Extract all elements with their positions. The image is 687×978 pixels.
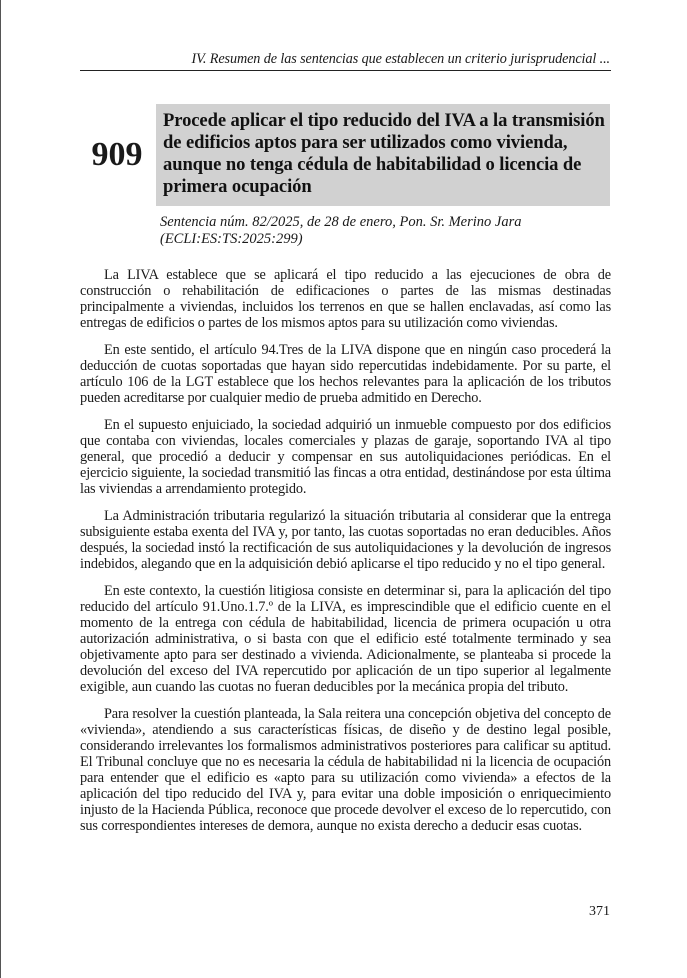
- case-number: 909: [81, 104, 153, 206]
- page-number: 371: [589, 904, 610, 919]
- page-edge: [0, 0, 1, 978]
- case-heading-block: [81, 104, 610, 206]
- citation-sentence: Sentencia núm. 82/2025, de 28 de enero, Pon. Sr. Merino Jara: [160, 214, 522, 230]
- paragraph: La LIVA establece que se aplicará el tipo reducido a las ejecuciones de obra de construcción o rehabilitación de edificaciones o partes de las mismas destinadas principalmente a viviendas, incluidos los terrenos en que se hallen enclavadas, así como las entregas de edificios o partes de los mismos aptos para su utilización como viviendas.: [80, 267, 611, 331]
- body-text: [80, 268, 611, 846]
- paragraph: Para resolver la cuestión planteada, la Sala reitera una concepción objetiva del concepto de «vivienda», atendiendo a sus características físicas, de diseño y de destino legal posible, considerando irrelevantes los formalismos administrativos posteriores para calificar su aptitud. El Tribunal concluye que no es necesaria la cédula de habitabilidad ni la licencia de ocupación para entender que el edificio es «apto para su utilización como vivienda» a efectos de la aplicación del tipo reducido del IVA y, para evitar una doble imposición o enriquecimiento injusto de la Hacienda Pública, reconoce que procede devolver el exceso de lo repercutido, con sus correspondientes intereses de demora, aunque no exista derecho a deducir esas cuotas.: [80, 706, 611, 834]
- paragraph: En este sentido, el artículo 94.Tres de la LIVA dispone que en ningún caso procederá la deducción de cuotas soportadas que hayan sido repercutidas indebidamente. Por su parte, el artículo 106 de la LGT establece que los hechos relevantes para la aplicación de los tributos pueden acreditarse por cualquier medio de prueba admitido en Derecho.: [80, 342, 611, 406]
- case-citation: [160, 214, 610, 247]
- paragraph: En este contexto, la cuestión litigiosa consiste en determinar si, para la aplicación del tipo reducido del artículo 91.Uno.1.7.º de la LIVA, es imprescindible que el edificio cuente en el momento de la entrega con cédula de habitabilidad, licencia de primera ocupación u otra autorización administrativa, o si basta con que el edificio esté totalmente terminado y sea objetivamente apto para ser destinado a vivienda. Adicionalmente, se planteaba si procede la devolución del exceso del IVA repercutido por aplicación de un tipo superior al legalmente exigible, aun cuando las cuotas no fueran deducibles por la mecánica propia del tributo.: [80, 583, 611, 695]
- paragraph: En el supuesto enjuiciado, la sociedad adquirió un inmueble compuesto por dos edificios que contaba con viviendas, locales comerciales y plazas de garaje, soportando IVA al tipo general, que procedió a deducir y compensar en sus autoliquidaciones periódicas. En el ejercicio siguiente, la sociedad transmitió las fincas a otra entidad, destinándose por esta última las viviendas a arrendamiento protegido.: [80, 417, 611, 497]
- case-title: Procede aplicar el tipo reducido del IVA a la transmisión de edificios aptos para ser utilizados como vivienda, aunque no tenga cédula de habitabilidad o licencia de primera ocupación: [163, 110, 605, 197]
- paragraph: La Administración tributaria regularizó la situación tributaria al considerar que la entrega subsiguiente estaba exenta del IVA y, por tanto, las cuotas soportadas no eran deducibles. Años después, la sociedad instó la rectificación de sus autoliquidaciones y la devolución de ingresos indebidos, alegando que en la adquisición debió aplicarse el tipo reducido y no el tipo general.: [80, 508, 611, 572]
- header-rule: [80, 70, 611, 71]
- citation-ecli: (ECLI:ES:TS:2025:299): [160, 230, 303, 247]
- running-header: IV. Resumen de las sentencias que establecen un criterio jurisprudencial ...: [191, 51, 610, 67]
